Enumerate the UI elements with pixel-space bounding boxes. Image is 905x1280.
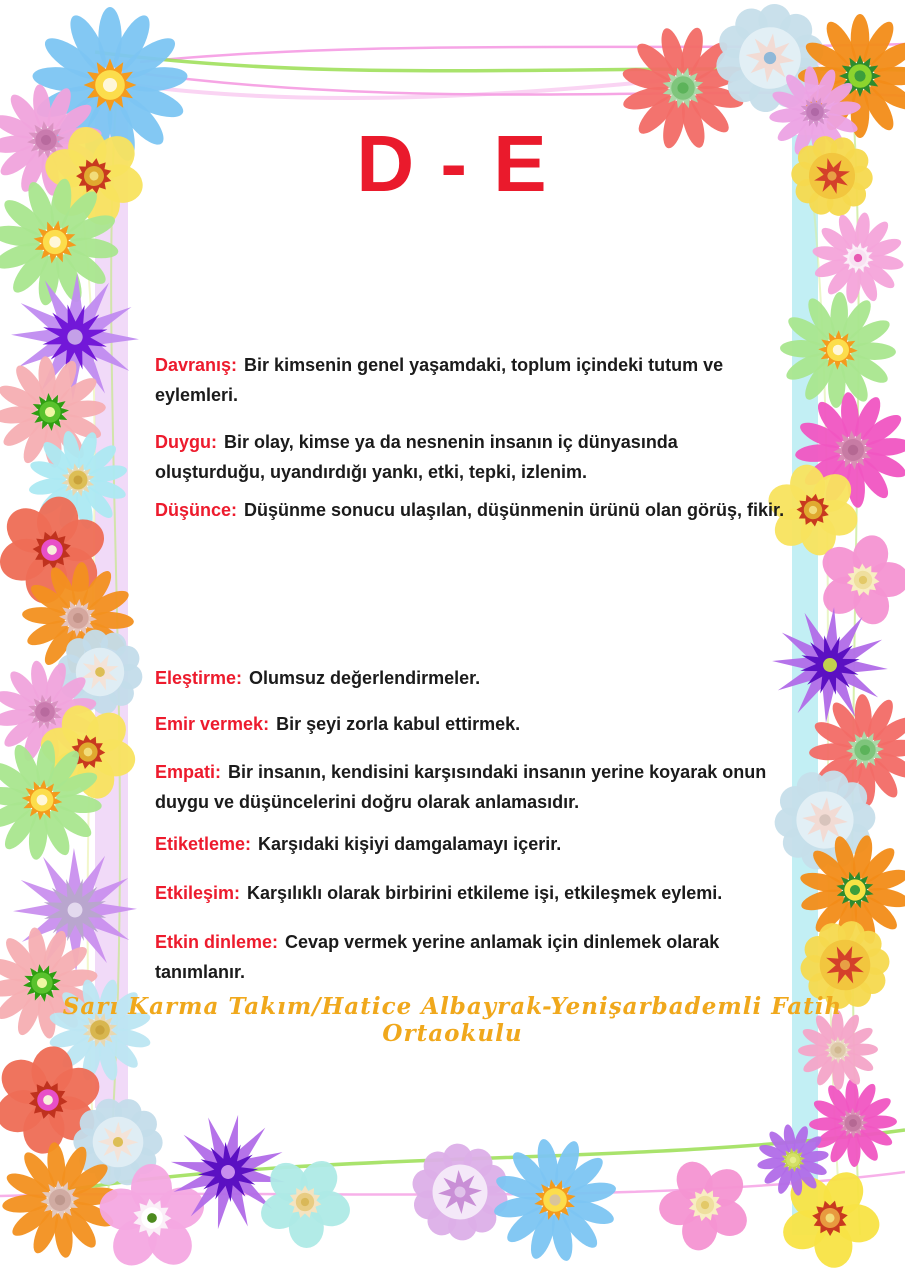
- entry-definition-line: [155, 757, 766, 787]
- entry-term: Etiketleme:: [155, 834, 252, 854]
- glossary-entry-dusunce: [155, 495, 784, 525]
- entry-term: Etkileşim:: [155, 883, 241, 903]
- entry-definition-line: oluşturduğu, uyandırdığı yankı, etki, tepki, izlenim.: [155, 462, 588, 482]
- glossary-entry-elestirme: [155, 663, 480, 693]
- entry-definition: Bir insanın, kendisini karşısındaki insanın yerine koyarak onun: [228, 762, 767, 782]
- glossary-entry-etkin-dinleme: [155, 927, 719, 987]
- glossary-entry-empati: [155, 757, 766, 817]
- entry-definition: Olumsuz değerlendirmeler.: [249, 668, 481, 688]
- glossary-entry-emir-vermek: [155, 709, 520, 739]
- entry-term: Eleştirme:: [155, 668, 243, 688]
- entry-definition: Cevap vermek yerine anlamak için dinlemek olarak: [285, 932, 720, 952]
- entry-definition: Bir kimsenin genel yaşamdaki, toplum içindeki tutum ve: [244, 355, 724, 375]
- page-title: D - E: [356, 119, 549, 208]
- entry-definition: Bir olay, kimse ya da nesnenin insanın iç dünyasında: [224, 432, 678, 452]
- flower-decoration: [0, 740, 102, 860]
- glossary-entry-duygu: [155, 427, 678, 487]
- entry-term: Empati:: [155, 762, 222, 782]
- entry-definition-line: tanımlanır.: [155, 962, 246, 982]
- entry-term: Emir vermek:: [155, 714, 270, 734]
- flower-decoration: [659, 1159, 751, 1251]
- entry-definition-line: [155, 829, 561, 859]
- entry-definition-line: [155, 427, 678, 457]
- flower-decoration: [780, 292, 896, 408]
- entry-definition: Karşıdaki kişiyi damgalamayı içerir.: [258, 834, 562, 854]
- entry-term: Düşünce:: [155, 500, 238, 520]
- entry-definition: Karşılıklı olarak birbirini etkileme işi, etkileşmek eylemi.: [247, 883, 723, 903]
- glossary-entry-etiketleme: [155, 829, 561, 859]
- entry-term: Etkin dinleme:: [155, 932, 279, 952]
- entry-definition-line: [155, 495, 784, 525]
- entry-definition-line: [155, 878, 722, 908]
- entry-term: Duygu:: [155, 432, 217, 452]
- entry-definition-line: [155, 663, 480, 693]
- entry-definition-line: duygu ve düşüncelerini doğru olarak anlamasıdır.: [155, 792, 580, 812]
- glossary-entry-etkilesim: [155, 878, 722, 908]
- entry-definition: Düşünme sonucu ulaşılan, düşünmenin ürünü olan görüş, fikir.: [244, 500, 785, 520]
- entry-definition: Bir şeyi zorla kabul ettirmek.: [276, 714, 521, 734]
- flower-decoration: [812, 212, 904, 304]
- entry-definition-line: [155, 709, 520, 739]
- footer-credit: Sarı Karma Takım/Hatice Albayrak-Yenişarbademli Fatih Ortaokulu: [62, 993, 843, 1047]
- entry-definition-line: eylemleri.: [155, 385, 239, 405]
- flower-decoration: [259, 1156, 351, 1248]
- glossary-entry-davranis: [155, 350, 723, 410]
- flower-decoration: [757, 1124, 829, 1196]
- entry-definition-line: [155, 350, 723, 380]
- flower-decoration: [493, 1138, 617, 1262]
- entry-term: Davranış:: [155, 355, 238, 375]
- entry-definition-line: [155, 927, 719, 957]
